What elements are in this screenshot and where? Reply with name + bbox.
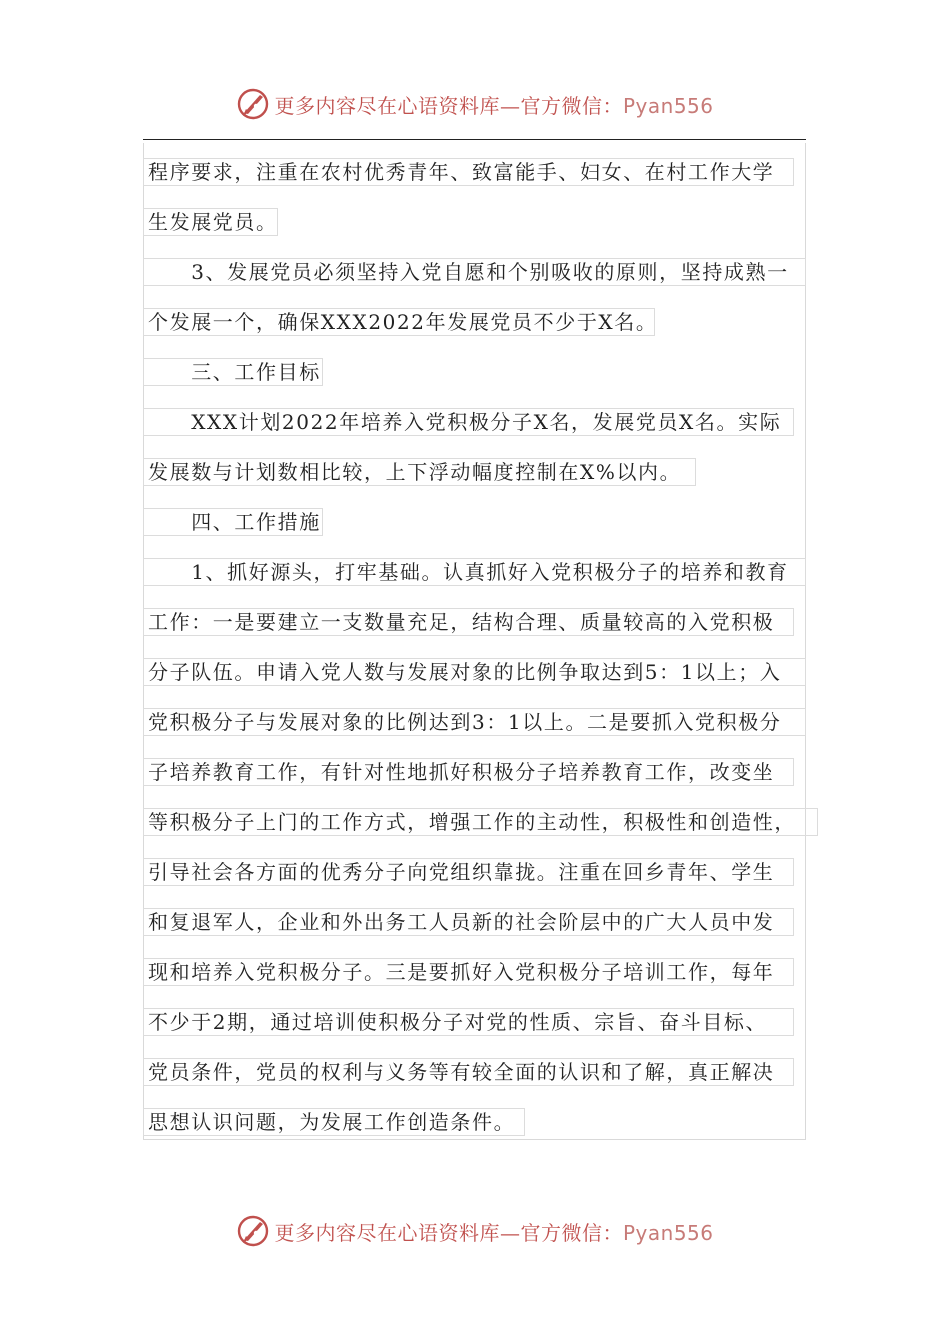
body-line-15: 引导社会各方面的优秀分子向党组织靠拢。注重在回乡青年、学生	[143, 858, 794, 886]
footer-banner-label: 更多内容尽在心语资料库—官方微信：	[274, 1220, 623, 1245]
body-line-13: 子培养教育工作，有针对性地抓好积极分子培养教育工作，改变坐	[143, 758, 794, 786]
footer-banner	[0, 1211, 950, 1251]
body-line-11: 分子队伍。申请入党人数与发展对象的比例争取达到5：1以上；入	[143, 658, 806, 686]
body-line-18: 不少于2期，通过培训使积极分子对党的性质、宗旨、奋斗目标、	[143, 1008, 794, 1036]
body-line-3: 3、发展党员必须坚持入党自愿和个别吸收的原则，坚持成熟一	[143, 258, 806, 286]
body-line-14: 等积极分子上门的工作方式，增强工作的主动性，积极性和创造性，	[143, 808, 818, 836]
quill-logo-icon	[236, 1214, 270, 1248]
header-divider	[143, 139, 806, 140]
body-line-19: 党员条件，党员的权利与义务等有较全面的认识和了解，真正解决	[143, 1058, 794, 1086]
body-line-7: 发展数与计划数相比较，上下浮动幅度控制在X%以内。	[143, 458, 696, 486]
header-wechat-id: Pyan556	[622, 93, 714, 118]
body-line-5: 三、工作目标	[143, 358, 323, 386]
header-banner-text	[274, 90, 713, 119]
body-line-1: 程序要求，注重在农村优秀青年、致富能手、妇女、在村工作大学	[143, 158, 794, 186]
body-line-10: 工作：一是要建立一支数量充足，结构合理、质量较高的入党积极	[143, 608, 794, 636]
header-banner	[0, 84, 950, 124]
body-line-2: 生发展党员。	[143, 208, 278, 236]
body-line-16: 和复退军人，企业和外出务工人员新的社会阶层中的广大人员中发	[143, 908, 794, 936]
body-line-6: XXX计划2022年培养入党积极分子X名，发展党员X名。实际	[143, 408, 794, 436]
body-line-8: 四、工作措施	[143, 508, 323, 536]
quill-logo-icon	[236, 87, 270, 121]
content-frame	[143, 143, 806, 1140]
body-line-20: 思想认识问题，为发展工作创造条件。	[143, 1108, 525, 1136]
header-banner-label: 更多内容尽在心语资料库—官方微信：	[274, 93, 623, 118]
body-line-9: 1、抓好源头，打牢基础。认真抓好入党积极分子的培养和教育	[143, 558, 806, 586]
body-line-17: 现和培养入党积极分子。三是要抓好入党积极分子培训工作，每年	[143, 958, 794, 986]
footer-wechat-id: Pyan556	[622, 1220, 714, 1245]
body-line-4: 个发展一个，确保XXX2022年发展党员不少于X名。	[143, 308, 655, 336]
footer-banner-text	[274, 1217, 713, 1246]
body-line-12: 党积极分子与发展对象的比例达到3：1以上。二是要抓入党积极分	[143, 708, 806, 736]
